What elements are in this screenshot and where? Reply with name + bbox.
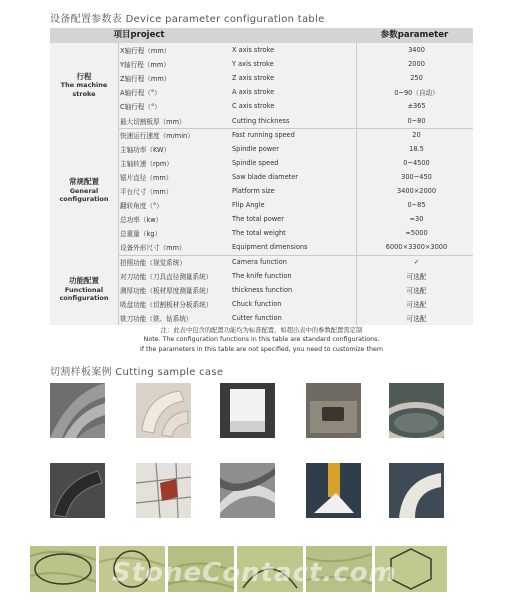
sample-photo-sink-cutout	[306, 383, 361, 438]
row-cn: X轴行程（mm）	[120, 47, 171, 56]
table-row	[118, 226, 473, 240]
table-row	[118, 128, 473, 142]
row-cn: Z轴行程（mm）	[120, 75, 171, 84]
cutting-sample-title: 切割样板案例 Cutting sample case	[50, 367, 224, 378]
row-value: 0~80	[407, 116, 426, 125]
table-row	[118, 297, 473, 311]
watermark-text: StoneContact.com	[112, 558, 397, 588]
group-en: General	[69, 186, 99, 195]
row-value: 3400×2000	[396, 187, 437, 196]
row-en: X axis stroke	[232, 46, 275, 55]
row-en: Spindle speed	[232, 158, 279, 167]
group-en: configuration	[59, 195, 109, 204]
row-en: Flip Angle	[232, 201, 265, 210]
table-row	[118, 269, 473, 283]
row-cn: 主轴功率（KW）	[120, 145, 171, 154]
sample-photo-floor-ring	[389, 383, 444, 438]
row-value: 可选配	[406, 272, 427, 281]
table-row	[118, 71, 473, 85]
row-en: The total power	[232, 215, 284, 224]
row-en: Spindle power	[232, 144, 279, 153]
row-en: Chuck function	[232, 299, 282, 308]
row-value: 300~450	[401, 172, 432, 181]
row-value: ≈5000	[405, 229, 428, 238]
row-value: 可选配	[406, 300, 427, 309]
row-en: Y axis stroke	[232, 60, 274, 69]
row-value: 20	[412, 130, 421, 139]
group-cn: 功能配置	[69, 276, 99, 285]
row-cn: 最大切割板厚（mm）	[120, 117, 186, 126]
row-value: 2000	[408, 60, 425, 69]
row-value: ±365	[407, 102, 426, 111]
param-table-title: 设备配置参数表 Device parameter configuration table	[50, 14, 325, 25]
row-value: 250	[410, 74, 423, 83]
group-cn: 行程	[76, 71, 92, 81]
row-en: Cutting thickness	[232, 116, 290, 125]
row-cn: C轴行程（°）	[120, 103, 161, 112]
row-cn: 拍照功能（视觉系统）	[120, 258, 186, 267]
sample-photo-machine-cut	[306, 463, 361, 518]
group-label-functional	[50, 255, 118, 326]
note-en: If the parameters in this table are not specified, you need to customize them	[139, 345, 384, 353]
table-row	[118, 311, 473, 325]
group-en: Functional	[64, 285, 104, 294]
table-row	[118, 99, 473, 113]
table-row	[118, 43, 473, 57]
table-row	[118, 114, 473, 128]
note-cn: 注：此表中包含的配置功能均为标准配置，如超出表中的参数配置需定制	[160, 327, 363, 334]
row-en: The total weight	[232, 229, 286, 238]
row-en: The knife function	[232, 271, 292, 280]
sample-photo-marble-tiles	[136, 463, 191, 518]
row-en: Saw blade diameter	[232, 172, 299, 181]
table-row	[118, 198, 473, 212]
group-label-stroke	[50, 43, 118, 128]
table-body	[50, 43, 473, 325]
sample-photo-curved-slabs	[50, 383, 105, 438]
row-cn: 设备外形尺寸（mm）	[120, 244, 186, 253]
table-row	[118, 283, 473, 297]
row-cn: 总重量（kg）	[120, 230, 161, 239]
table-row	[118, 240, 473, 254]
group-en: configuration	[59, 294, 109, 302]
row-cn: A轴行程（°）	[120, 89, 161, 98]
table-row	[118, 142, 473, 156]
sample-photo-arc-pieces	[136, 383, 191, 438]
row-cn: 翻转角度（°）	[120, 202, 163, 211]
row-value: 可选配	[406, 314, 427, 323]
row-cn: 对刀功能（刀具直径测量系统）	[120, 272, 213, 281]
row-value: 18.5	[409, 144, 424, 153]
table-row	[118, 57, 473, 71]
row-cn: Y轴行程（mm）	[120, 61, 170, 70]
row-cn: 快速运行速度（m/min）	[120, 131, 194, 140]
table-header	[50, 28, 473, 43]
row-value: 3400	[408, 46, 425, 55]
group-cn: 常规配置	[69, 177, 99, 187]
row-value: 0~90（自动）	[394, 89, 439, 98]
group-en: The machine	[60, 81, 108, 90]
parameter-table	[50, 28, 473, 325]
row-en: Camera function	[232, 257, 287, 266]
sample-photo-panel	[220, 383, 275, 438]
table-row	[118, 85, 473, 99]
row-en: thickness function	[232, 285, 293, 294]
header-blank	[228, 28, 356, 43]
sample-photo-mosaic-floor	[220, 463, 275, 518]
group-en: stroke	[72, 89, 96, 98]
row-cn: 吸盘功能（切割板材分板系统）	[120, 300, 213, 309]
row-value: 0~85	[407, 201, 426, 210]
row-en: Z axis stroke	[232, 74, 275, 83]
row-value: 0~4500	[403, 158, 430, 167]
group-label-general	[50, 128, 118, 255]
table-row	[118, 255, 473, 269]
row-en: Fast running speed	[232, 130, 295, 139]
table-row	[118, 184, 473, 198]
table-notes	[50, 326, 473, 354]
row-value: 6000×3300×3000	[385, 243, 448, 252]
row-cn: 锯片直径（mm）	[120, 173, 173, 182]
sample-photo-curved-countertop	[389, 463, 444, 518]
row-cn: 测厚功能（板材厚度测量系统）	[120, 286, 213, 295]
row-en: C axis stroke	[232, 102, 275, 111]
row-value: 可选配	[406, 286, 427, 295]
onyx-sample-oval	[30, 546, 96, 592]
row-cn: 铣刀功能（铣、钻系统）	[120, 314, 193, 323]
row-en: Equipment dimensions	[232, 243, 308, 252]
row-cn: 平台尺寸（mm）	[120, 188, 173, 197]
sample-photo-stacked-arcs	[50, 463, 105, 518]
row-en: Cutter function	[232, 313, 282, 322]
note-en: Note. The configuration functions in this table are standard configurations.	[143, 336, 380, 344]
row-cn: 总功率（kw）	[120, 216, 163, 225]
row-value: ≈30	[409, 215, 424, 224]
row-value: ✓	[413, 257, 420, 266]
row-en: A axis stroke	[232, 88, 275, 97]
table-row	[118, 156, 473, 170]
row-en: Platform size	[232, 187, 275, 196]
table-row	[118, 170, 473, 184]
row-cn: 主轴转速（rpm）	[120, 159, 173, 168]
table-row	[118, 212, 473, 226]
header-parameter: 参数parameter	[380, 30, 449, 40]
header-project: 项目project	[113, 30, 165, 40]
